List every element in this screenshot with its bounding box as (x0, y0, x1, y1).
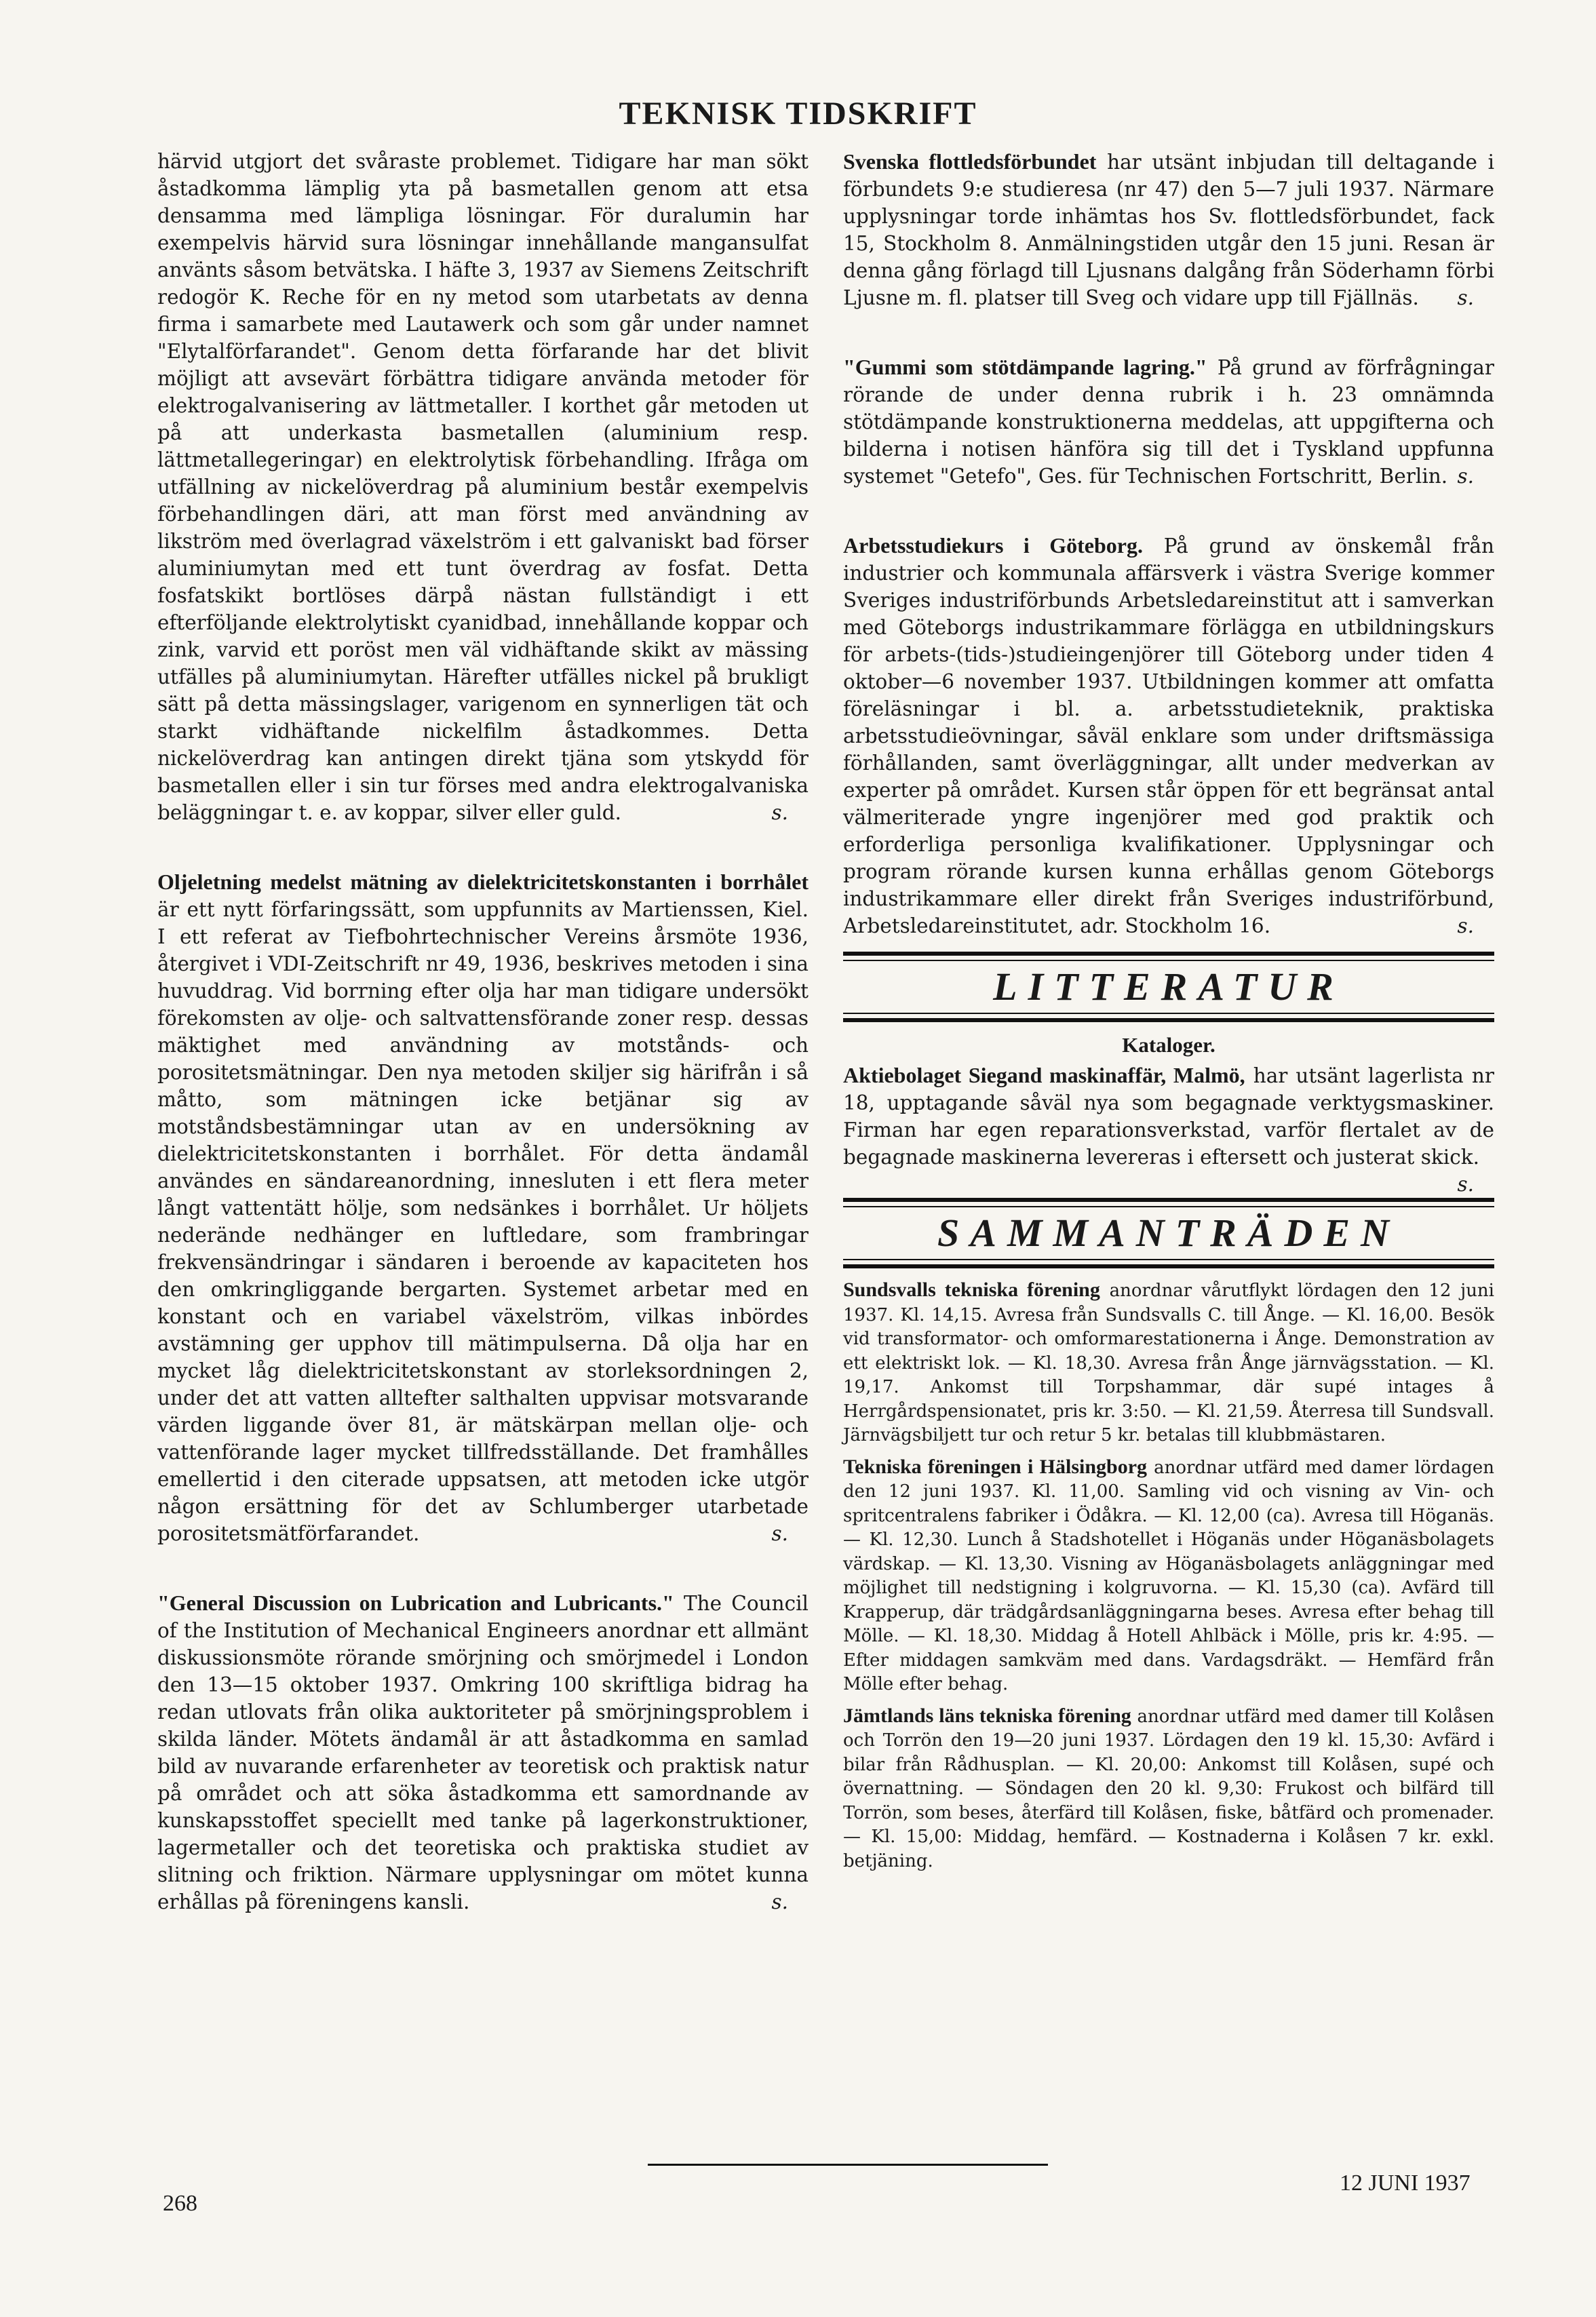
article-heading: Svenska flottledsförbundet (843, 149, 1097, 174)
right-column (843, 148, 1494, 1873)
article-siegand (843, 1062, 1494, 1196)
article-arbetsstudie (843, 532, 1494, 939)
meeting-sundsvall (843, 1278, 1494, 1448)
article-oljeletning (157, 868, 809, 1547)
article-text: På grund av önskemål från industrier och kommunala affärsverk i västra Sverige kommer Sveriges industriförbunds Arbetsledareinstitut att i samverkan med Göteborgs industrikammare förlägga en utbildningskurs för arbets-(tids-)studieingenjörer till Göteborg under tiden 4 oktober—6 november 1937. Utbildningen kommer att omfatta föreläsningar i bl. a. arbetsstudieteknik, praktiska arbetsstudieövningar, såväl enklare som under driftsmässiga förhållanden, samt överläggningar, allt under medverkan av experter på området. Kursen står öppen för ett begränsat antal välmeriterade yngre ingenjörer med god praktik och erforderliga personliga kvalifikationer. Upplysningar och program rörande kursen kunna erhållas genom Göteborgs industrikammare eller direkt från Sveriges industriförbund, Arbetsledareinstitutet, adr. Stockholm 16. (843, 534, 1494, 937)
article-text: The Council of the Institution of Mechanical Engineers anordnar ett allmänt diskussionsmöte rörande smörjning och smörjmedel i London den 13—15 oktober 1937. Omkring 100 skriftliga bidrag ha redan utlovats från olika auktoriteter på smörjningsproblem i skilda länder. Mötets ändamål är att åstadkomma en samlad bild av nuvarande erfarenheter av teoretisk och praktisk natur på området och att söka åstadkomma ett samordnande av kunskapsstoffet speciellt med tanke på lagerkonstruktioner, lagermetaller och det teoretiska och praktiska studiet av slitning och friktion. Närmare upplysningar om mötet kunna erhållas på föreningens kansli. (157, 1592, 809, 1913)
article-heading: "General Discussion on Lubrication and Lubricants." (157, 1591, 674, 1615)
article-heading: Arbetsstudiekurs i Göteborg. (843, 533, 1143, 558)
article-gummi (843, 353, 1494, 490)
signature: s. (771, 801, 788, 824)
article-elytal (157, 148, 809, 826)
page-title: TEKNISK TIDSKRIFT (619, 96, 977, 132)
section-title-sammantraden: SAMMANTRÄDEN (937, 1211, 1400, 1255)
article-lubrication (157, 1589, 809, 1915)
subsection-heading: Kataloger. (1122, 1033, 1215, 1057)
issue-date: 12 JUNI 1937 (1340, 2170, 1471, 2196)
page-number: 268 (163, 2191, 197, 2216)
meeting-text: anordnar utfärd med damer till Kolåsen och Torrön den 19—20 juni 1937. Lördagen den 19 kl. 15,30: Avfärd i bilar från Rådhusplan. — Kl. 20,00: Ankomst till Kolåsen, supé och övernattning. — Söndagen den 20 kl. 9,30: Frukost och bilfärd till Torrön, som beses, återfärd till Kolåsen, fiske, båtfärd och promenader. — Kl. 15,00: Middag, hemfärd. — Kostnaderna i Kolåsen 7 kr. exkl. betjäning. (843, 1706, 1494, 1871)
meeting-halsingborg (843, 1455, 1494, 1697)
section-rule (843, 952, 1494, 961)
article-text: är ett nytt förfaringssätt, som uppfunnits av Martienssen, Kiel. I ett referat av Tiefbohrtechnischer Vereins årsmöte 1936, återgivet i VDI-Zeitschrift nr 49, 1936, beskrives metoden i sina huvuddrag. Vid borrning efter olja har man tidigare undersökt förekomsten av olje- och saltvattensförande zoner resp. dessas mäktighet med användning av motstånds- och porositetsmätningar. Den nya metoden skiljer sig härifrån i så måtto, som mätningen icke betjänar sig av motståndsbestämningar utan av en undersökning av dielektricitetskonstanten i borrhålet. För detta ändamål användes en sändareanordning, innesluten i ett flera meter långt vattentätt hölje, som nedsänkes i borrhålet. Ur höljets nederände nedhänger en luftledare, som frambringar frekvensändringar i sändaren i beroende av kapaciteten hos den omkringliggande bergarten. Systemet arbetar med en konstant och en variabel växelström, vilkas inbördes avstämning ger upphov till mätimpulserna. Då olja har en mycket låg dielektricitetskonstant av storleksordningen 2, under det att vatten alltefter salthalten uppvisar motsvarande värden liggande över 81, är mätskärpan mellan olje- och vattenförande lager mycket tillfredsställande. Det framhålles emellertid i den citerade uppsatsen, att metoden icke utgör någon ersättning för det av Schlumberger utarbetade porositetsmätförfarandet. (157, 898, 809, 1545)
meeting-heading: Sundsvalls tekniska förening (843, 1279, 1100, 1301)
signature: s. (1457, 1173, 1474, 1196)
article-text: har utsänt lagerlista nr 18, upptagande såväl nya som begagnade verktygsmaskiner. Firman har egen reparationsverkstad, varför flertalet av de begagnade maskinerna levereras i eftersett och justerat skick. (843, 1064, 1494, 1169)
meeting-text: anordnar vårutflykt lördagen den 12 juni 1937. Kl. 14,15. Avresa från Sundsvalls C. till Ånge. — Kl. 16,00. Besök vid transformator- och omformarestationerna i Ånge. Demonstration av ett elektriskt lok. — Kl. 18,30. Avresa från Ånge järnvägsstation. — Kl. 19,17. Ankomst till Torpshammar, där supé intages å Herrgårdspensionatet, pris kr. 3:50. — Kl. 21,59. Återresa till Sundsvall. Järnvägsbiljett tur och retur 5 kr. betalas till klubbmästaren. (843, 1281, 1494, 1445)
footer-rule (648, 2164, 1048, 2166)
meetings-list (843, 1278, 1494, 1873)
section-rule (843, 1259, 1494, 1268)
meeting-heading: Jämtlands läns tekniska förening (843, 1704, 1131, 1727)
meeting-jamtland (843, 1704, 1494, 1874)
section-rule (843, 1013, 1494, 1022)
meeting-heading: Tekniska föreningen i Hälsingborg (843, 1455, 1148, 1478)
section-rule (843, 1198, 1494, 1207)
article-text: har utsänt inbjudan till deltagande i förbundets 9:e studieresa (nr 47) den 5—7 juli 1937. Närmare upplysningar torde inhämtas hos Sv. flottledsförbundet, fack 15, Stockholm 8. Anmälningstiden utgår den 15 juni. Resan är denna gång förlagd till Ljusnans dalgång från Söderhamn förbi Ljusne m. fl. platser till Sveg och vidare upp till Fjällnäs. (843, 151, 1495, 309)
meeting-text: anordnar utfärd med damer lördagen den 12 juni 1937. Kl. 11,00. Samling vid och visning av Vin- och spritcentralens fabriker i Ödåkra. — Kl. 12,00 (ca). Avresa till Höganäs. — Kl. 12,30. Lunch å Stadshotellet i Höganäs under Höganäsbolagets värdskap. — Kl. 13,30. Visning av Höganäsbolagets anläggningar med möjlighet till nedstigning i kolgruvorna. — Kl. 15,30 (ca). Avfärd till Krapperup, där trädgårdsanläggningarna beses. Avresa efter behag till Mölle. — Kl. 18,30. Middag å Hotell Ahlbäck i Mölle, pris kr. 4:95. — Efter middagen samkväm med dans. Vardagsdräkt. — Hemfärd från Mölle efter behag. (843, 1457, 1494, 1694)
signature: s. (1457, 914, 1474, 937)
signature: s. (771, 1890, 788, 1913)
article-text: På grund av förfrågningar rörande de under denna rubrik i h. 23 omnämnda stötdämpande konstruktionerna meddelas, att uppgifterna och bilderna i notisen hänföra sig till det i Tyskland uppfunna systemet "Getefo", Ges. für Technischen Fortschritt, Berlin. (843, 356, 1495, 488)
article-text: härvid utgjort det svåraste problemet. Tidigare har man sökt åstadkomma lämplig yta på basmetallen genom att etsa densamma med lämpliga lösningar. För duralumin har exempelvis härvid sura lösningar innehållande mangansulfat använts såsom betvätska. I häfte 3, 1937 av Siemens Zeitschrift redogör K. Reche för en ny metod som utarbetats av denna firma i samarbete med Lautawerk och som går under namnet "Elytalförfarandet". Genom detta förfarande har det blivit möjligt att avsevärt förbättra tidigare använda metoder för elektrogalvanisering av lättmetaller. I korthet går metoden ut på att underkasta basmetallen (aluminium resp. lättmetallegeringar) en elektrolytisk förbehandling. Ifråga om utfällning av nickelöverdrag på aluminium består exempelvis förbehandlingen däri, att man först med användning av likström med överlagrad växelström i ett galvaniskt bad förser aluminiumytan med ett tunt överdrag av fosfat. Detta fosfatskikt bortlöses därpå nästan fullständigt i ett efterföljande elektrolytiskt cyanidbad, innehållande koppar och zink, varvid ett poröst men väl vidhäftande skikt av mässing utfälles på aluminiumytan. Härefter utfälles nickel på brukligt sätt på detta mässingslager, varigenom en synnerligen tät och starkt vidhäftande nickelfilm åstadkommes. Detta nickelöverdrag kan antingen direkt tjäna som ytskydd för basmetallen eller i sin tur förses med andra elektrogalvaniska beläggningar t. e. av koppar, silver eller guld. (157, 150, 809, 824)
section-title-litteratur: LITTERATUR (993, 965, 1344, 1009)
signature: s. (1457, 465, 1474, 488)
article-heading: "Gummi som stötdämpande lagring." (843, 355, 1207, 379)
article-heading: Aktiebolaget Siegand maskinaffär, Malmö, (843, 1063, 1245, 1087)
left-column (157, 148, 809, 1915)
signature: s. (1457, 286, 1474, 309)
article-flottled (843, 148, 1494, 311)
signature: s. (771, 1522, 788, 1545)
article-heading: Oljeletning medelst mätning av dielektricitetskonstanten i borrhålet (157, 870, 809, 894)
